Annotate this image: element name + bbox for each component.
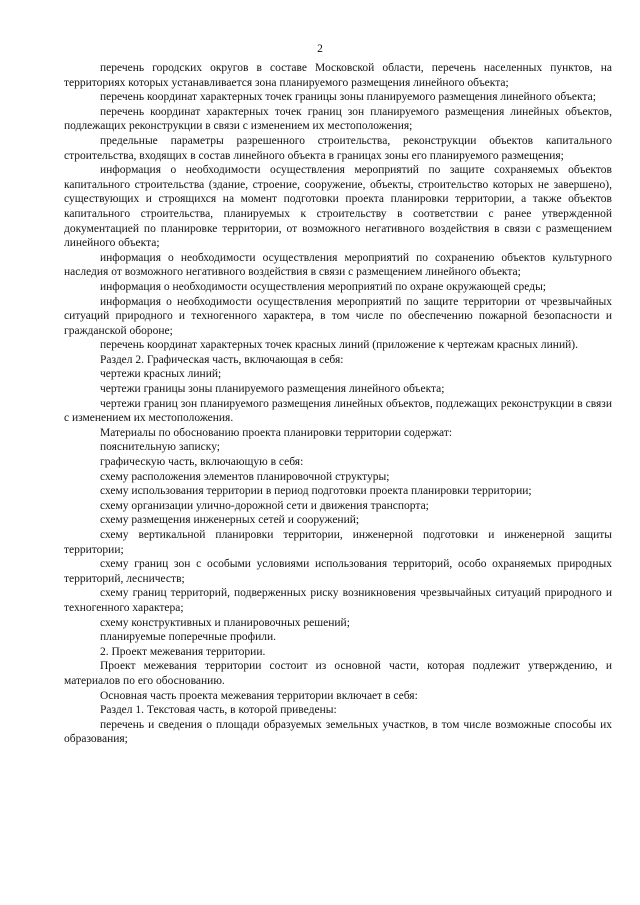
paragraph: схему использования территории в период подготовки проекта планировки территории; [100,485,532,498]
paragraph: схему границ зон с особыми условиями использования территорий, особо охраняемых природных территорий, лесничеств; [64,558,612,585]
paragraph: схему размещения инженерных сетей и сооружений; [100,514,360,527]
section-heading: Раздел 2. Графическая часть, включающая в себя: [100,353,344,366]
paragraph: схему границ территорий, подверженных риску возникновения чрезвычайных ситуаций природного и техногенного характера; [64,587,612,614]
paragraph: информация о необходимости осуществления мероприятий по защите территории от чрезвычайных ситуаций природного и техногенного характера, в том числе по обеспечению пожарной безопасности и гражданской обороне; [64,295,612,337]
paragraph: схему организации улично-дорожной сети и движения транспорта; [100,499,429,512]
section-heading: 2. Проект межевания территории. [100,645,266,658]
paragraph: перечень координат характерных точек границ зон планируемого размещения линейных объектов, подлежащих реконструкции в связи с изменением их местоположения; [64,105,612,133]
document-body [64,61,612,747]
paragraph: пояснительную записку; [100,441,220,454]
paragraph: чертежи границы зоны планируемого размещения линейного объекта; [100,383,445,396]
paragraph: Проект межевания территории состоит из основной части, которая подлежит утверждению, и материалов по его обоснованию. [64,660,612,687]
paragraph: схему вертикальной планировки территории, инженерной подготовки и инженерной защиты территории; [64,529,612,556]
paragraph: планируемые поперечные профили. [100,631,276,644]
paragraph: предельные параметры разрешенного строительства, реконструкции объектов капитального строительства, входящих в состав линейного объекта в границах зоны его планируемого размещения; [64,134,612,162]
paragraph: перечень координат характерных точек границы зоны планируемого размещения линейного объекта; [100,91,596,104]
section-heading: Раздел 1. Текстовая часть, в которой приведены: [100,704,337,717]
paragraph: информация о необходимости осуществления мероприятий по сохранению объектов культурного наследия от возможного негативного воздействия в связи с размещением линейного объекта; [64,251,612,279]
paragraph: чертежи красных линий; [100,368,222,381]
page-number: 2 [317,43,323,55]
paragraph: перечень координат характерных точек красных линий (приложение к чертежам красных линий). [100,339,578,352]
paragraph: перечень и сведения о площади образуемых земельных участков, в том числе возможные способы их образования; [64,718,612,746]
paragraph: Материалы по обоснованию проекта планировки территории содержат: [100,426,453,439]
paragraph: графическую часть, включающую в себя: [100,456,304,469]
paragraph: Основная часть проекта межевания территории включает в себя: [100,689,418,702]
paragraph: чертежи границ зон планируемого размещения линейных объектов, подлежащих реконструкции в связи с изменением их местоположения. [64,397,612,425]
paragraph: схему конструктивных и планировочных решений; [100,616,350,629]
paragraph: информация о необходимости осуществления мероприятий по охране окружающей среды; [100,280,546,293]
paragraph: перечень городских округов в составе Московской области, перечень населенных пунктов, на территориях которых устанавливается зона планируемого размещения линейного объекта; [64,62,612,89]
paragraph: информация о необходимости осуществления мероприятий по защите сохраняемых объектов капитального строительства (здание, строение, сооружение, объекты, строительство которых не завершено), существующих и строящихся на момент подготовки проекта планировки территории, а также объектов капитального строительства, планируемых к строительству в соответствии с ранее утвержденной документацией по планировке территории, от возможного негативного воздействия в связи с размещением линейного объекта; [64,164,612,250]
paragraph: схему расположения элементов планировочной структуры; [100,470,390,483]
